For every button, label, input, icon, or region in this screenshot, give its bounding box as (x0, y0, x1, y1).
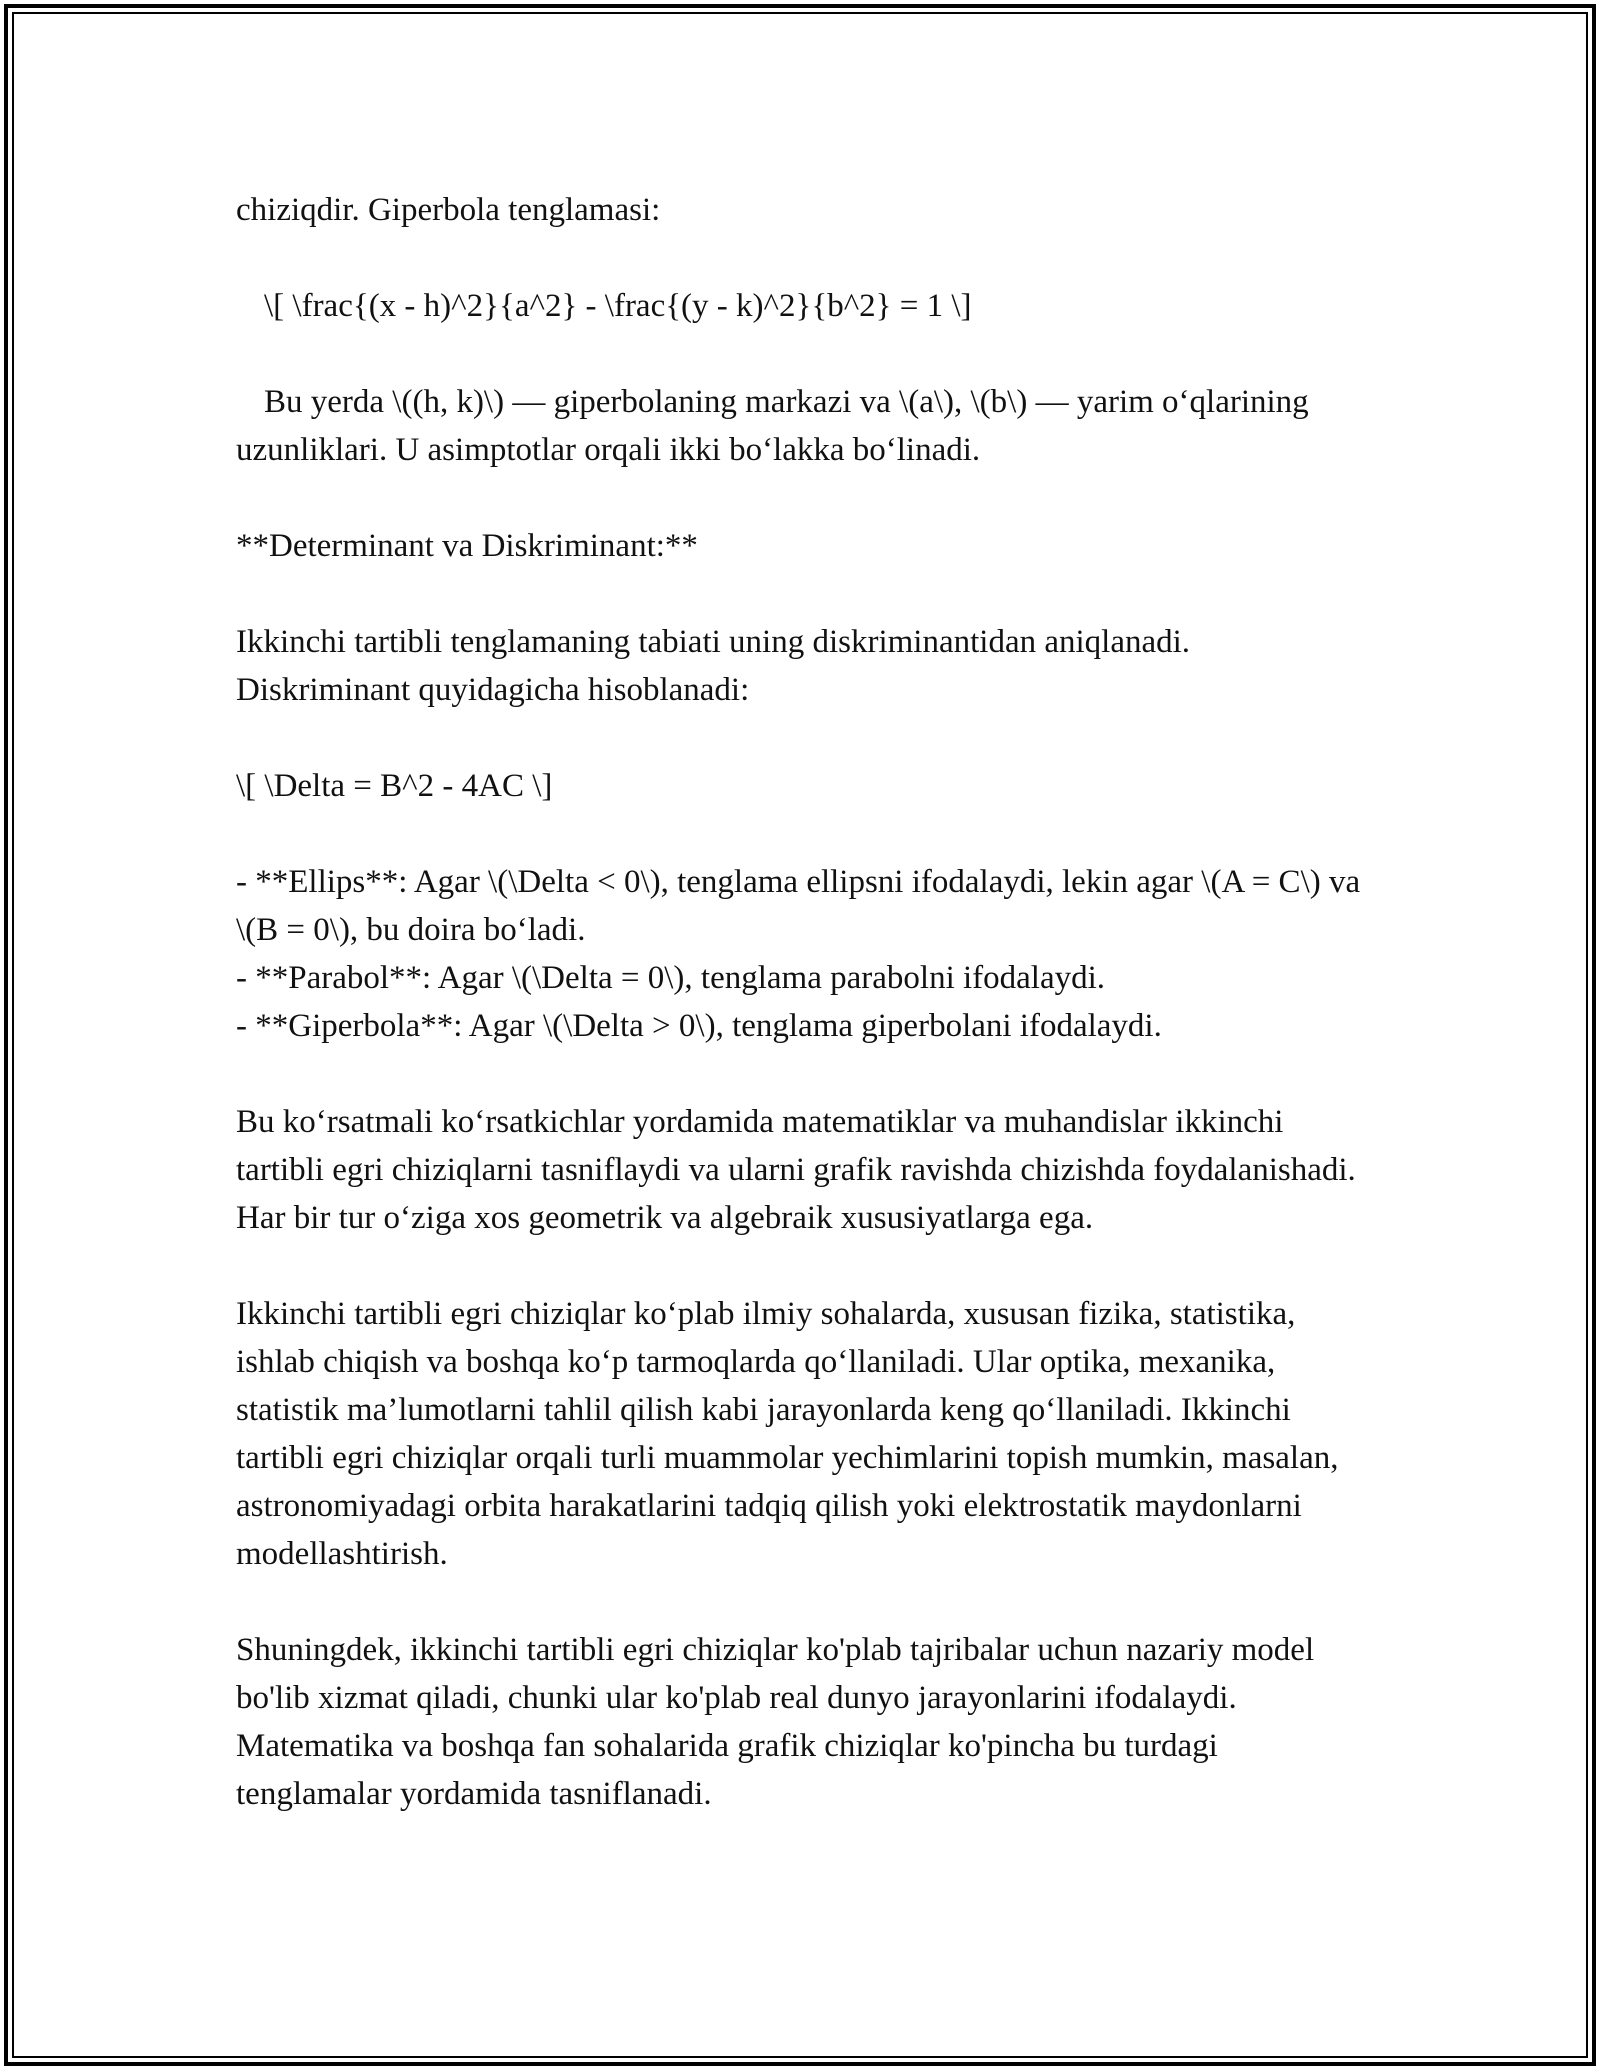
formula-hyperbola-equation: \[ \frac{(x - h)^2}{a^2} - \frac{(y - k)^2}{b^2} = 1 \] (264, 288, 972, 324)
paragraph-conclusion: Shuningdek, ikkinchi tartibli egri chiziqlar ko'plab tajribalar uchun nazariy model bo'lib xizmat qiladi, chunki ular ko'plab real dunyo jarayonlarini ifodalaydi. Matematika va boshqa fan sohalarida grafik chiziqlar ko'pincha bu turdagi tenglamalar yordamida tasniflanadi. (236, 1632, 1315, 1812)
list-item-ellipse: - **Ellips**: Agar \(\Delta < 0\), tenglama ellipsni ifodalaydi, lekin agar \(A = C\) va \(B = 0\), bu doira bo‘ladi. (236, 864, 1361, 948)
paragraph-center-axes (236, 378, 1366, 474)
document-body (236, 186, 1366, 1866)
formula-discriminant: \[ \Delta = B^2 - 4AC \] (236, 768, 553, 804)
paragraph-classification: Bu ko‘rsatmali ko‘rsatkichlar yordamida matematiklar va muhandislar ikkinchi tartibli egri chiziqlarni tasniflaydi va ularni grafik ravishda chizishda foydalanishadi. Har bir tur o‘ziga xos geometrik va algebraik xususiyatlarga ega. (236, 1104, 1356, 1236)
paragraph-discriminant-intro: Ikkinchi tartibli tenglamaning tabiati uning diskriminantidan aniqlanadi. Diskriminant quyidagicha hisoblanadi: (236, 624, 1191, 708)
paragraph-center-axes-text: Bu yerda \((h, k)\) — giperbolaning markazi va \(a\), \(b\) — yarim o‘qlarining uzunliklari. U asimptotlar orqali ikki bo‘lakka bo‘linadi. (236, 384, 1309, 468)
list-item-parabola: - **Parabol**: Agar \(\Delta = 0\), tenglama parabolni ifodalaydi. (236, 960, 1106, 996)
paragraph-intro: chiziqdir. Giperbola tenglamasi: (236, 192, 661, 228)
paragraph-applications: Ikkinchi tartibli egri chiziqlar ko‘plab ilmiy sohalarda, xususan fizika, statistika, ishlab chiqish va boshqa ko‘p tarmoqlarda qo‘llaniladi. Ular optika, mexanika, statistik ma’lumotlarni tahlil qilish kabi jarayonlarda keng qo‘llaniladi. Ikkinchi tartibli egri chiziqlar orqali turli muammolar yechimlarini topish mumkin, masalan, astronomiyadagi orbita harakatlarini tadqiq qilish yoki elektrostatik maydonlarni modellashtirish. (236, 1296, 1339, 1572)
list-item-hyperbola: - **Giperbola**: Agar \(\Delta > 0\), tenglama giperbolani ifodalaydi. (236, 1008, 1162, 1044)
section-heading-determinant: **Determinant va Diskriminant:** (236, 528, 698, 564)
